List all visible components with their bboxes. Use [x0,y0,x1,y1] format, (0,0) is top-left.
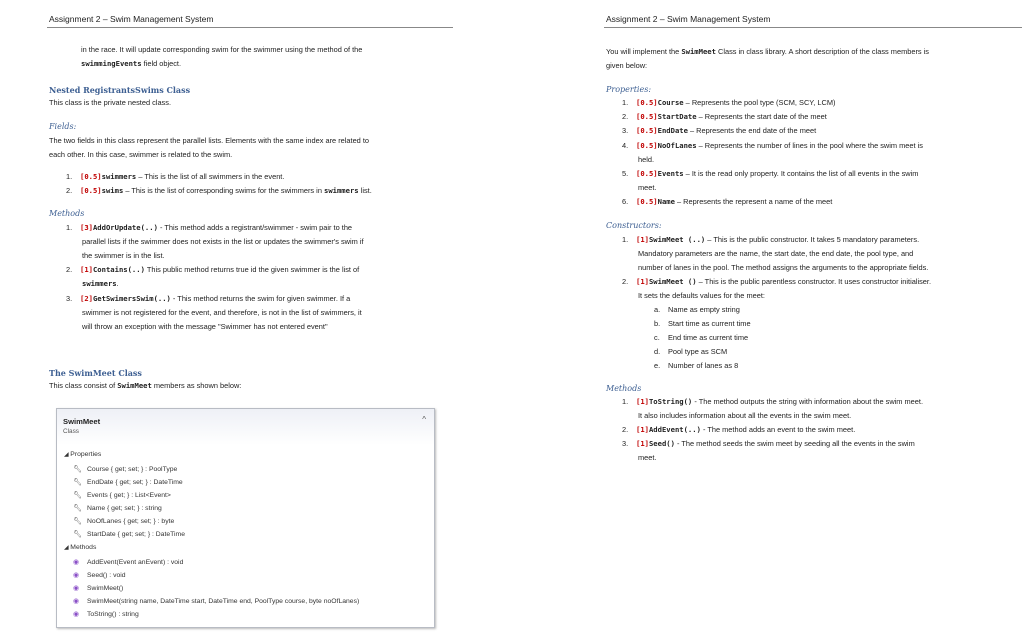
method-icon: ◉ [73,572,80,579]
property-desc: 4. [0.5]NoOfLanes – Represents the number of lines in the pool where the swim meet is [622,141,923,150]
property-desc-line: held. [638,155,655,164]
constructor-desc-line: It sets the defaults values for the meet: [638,291,765,300]
properties-section[interactable]: ◢ Properties [64,451,102,458]
property-item: 🔧︎ Name { get; set; } : string [73,505,162,512]
right-intro-line-1: You will implement the SwimMeet Class in class library. A short description of the class members is [606,47,929,56]
nested-class-desc: This class is the private nested class. [49,98,171,107]
left-header-rule [47,27,453,28]
method-item-line: the swimmer is in the list. [82,251,165,260]
right-intro-line-2: given below: [606,61,648,70]
property-item: 🔧︎ NoOfLanes { get; set; } : byte [73,518,175,525]
right-page-header: Assignment 2 – Swim Management System [606,14,771,24]
wrench-icon: 🔧︎ [73,505,82,512]
method-item-line: will throw an exception with the message "Swimmer has not entered event" [82,322,328,331]
constructor-desc-line: number of lanes in the pool. The method assigns the arguments to the appropriate fields. [638,263,929,272]
nested-class-heading: Nested RegistrantsSwims Class [49,85,191,95]
method-item-line: parallel lists if the swimmer does not exists in the list or updates the swimmer's swim if [82,237,364,246]
property-desc-line: meet. [638,183,657,192]
method-entry: ◉ AddEvent(Event anEvent) : void [73,559,184,566]
property-item: 🔧︎ StartDate { get; set; } : DateTime [73,531,185,538]
field-item: 2. [0.5]swims – This is the list of corresponding swims for the swimmers in swimmers list. [66,186,372,195]
method-icon: ◉ [73,559,80,566]
method-icon: ◉ [73,598,80,605]
method-icon: ◉ [73,611,80,618]
method-icon: ◉ [73,585,80,592]
constructors-heading: Constructors: [606,221,662,230]
default-item: b. Start time as current time [654,319,751,328]
wrench-icon: 🔧︎ [73,466,82,473]
right-methods-heading: Methods [606,384,642,393]
method-item: 2. [1]Contains(..) This public method returns true id the given swimmer is the list of [66,265,360,274]
field-item: 1. [0.5]swimmers – This is the list of all swimmers in the event. [66,172,285,181]
property-desc: 2. [0.5]StartDate – Represents the start date of the meet [622,112,827,121]
right-method-desc: 2. [1]AddEvent(..) - The method adds an event to the swim meet. [622,425,856,434]
right-header-rule [604,27,1022,28]
right-method-desc: 1. [1]ToString() - The method outputs the string with information about the swim meet. [622,397,923,406]
method-item-line: swimmer is not registered for the event, and therefore, is not in the list of swimmers, it [82,308,362,317]
default-item: d. Pool type as SCM [654,347,728,356]
methods-heading: Methods [49,209,85,218]
method-entry: ◉ SwimMeet(string name, DateTime start, DateTime end, PoolType course, byte noOfLanes) [73,598,360,605]
property-desc: 5. [0.5]Events – It is the read only property. It contains the list of all events in the swim [622,169,919,178]
property-desc: 6. [0.5]Name – Represents the represent a name of the meet [622,197,833,206]
right-method-desc-line: It also includes information about all the events in the swim meet. [638,411,852,420]
fields-desc-2: each other. In this case, swimmer is related to the swim. [49,150,233,159]
wrench-icon: 🔧︎ [73,479,82,486]
property-desc: 3. [0.5]EndDate – Represents the end date of the meet [622,126,817,135]
class-diagram-kind: Class [63,428,79,435]
constructor-desc: 1. [1]SwimMeet (..) – This is the public constructor. It takes 5 mandatory parameters. [622,235,920,244]
class-diagram-title: SwimMeet [63,417,101,426]
default-item: a. Name as empty string [654,305,740,314]
method-entry: ◉ SwimMeet() [73,585,124,592]
fields-desc-1: The two fields in this class represent the parallel lists. Elements with the same index are related to [49,136,370,145]
right-method-desc-line: meet. [638,453,657,462]
method-item-line: swimmers. [82,279,119,288]
method-entry: ◉ ToString() : string [73,611,139,618]
property-item: 🔧︎ Events { get; } : List<Event> [73,492,171,499]
left-page-header: Assignment 2 – Swim Management System [49,14,214,24]
collapse-chevron-icon[interactable]: ^ [422,415,426,424]
class-diagram [56,408,435,628]
wrench-icon: 🔧︎ [73,492,82,499]
constructor-desc-line: Mandatory parameters are the name, the start date, the end date, the pool type, and [638,249,914,258]
default-item: c. End time as current time [654,333,749,342]
method-entry: ◉ Seed() : void [73,572,126,579]
property-desc: 1. [0.5]Course – Represents the pool type (SCM, SCY, LCM) [622,98,836,107]
constructor-desc: 2. [1]SwimMeet () – This is the public parentless constructor. It uses constructor initialiser. [622,277,932,286]
property-item: 🔧︎ Course { get; set; } : PoolType [73,466,178,473]
fields-heading: Fields: [49,122,77,131]
right-method-desc: 3. [1]Seed() - The method seeds the swim meet by seeding all the events in the swim [622,439,915,448]
methods-section[interactable]: ◢ Methods [64,544,97,551]
default-item: e. Number of lanes as 8 [654,361,739,370]
wrench-icon: 🔧︎ [73,531,82,538]
right-page [512,0,1024,640]
wrench-icon: 🔧︎ [73,518,82,525]
method-item: 1. [3]AddOrUpdate(..) - This method adds a registrant/swimmer - swim pair to the [66,223,353,232]
properties-heading: Properties: [606,85,652,94]
swimmeet-class-desc: This class consist of SwimMeet members as shown below: [49,381,242,390]
method-item: 3. [2]GetSwimersSwim(..) - This method returns the swim for given swimmer. If a [66,294,351,303]
property-item: 🔧︎ EndDate { get; set; } : DateTime [73,479,183,486]
swimmeet-class-heading: The SwimMeet Class [49,368,142,378]
intro-line-1: in the race. It will update corresponding swim for the swimmer using the method of the [81,45,363,54]
intro-line-2: swimmingEvents field object. [81,59,182,68]
